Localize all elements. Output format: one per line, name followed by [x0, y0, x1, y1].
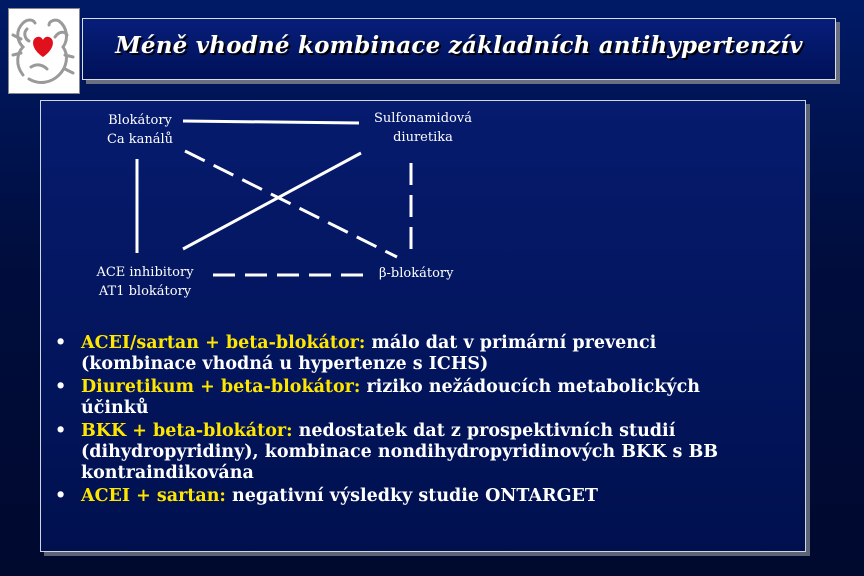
bullet-dot-icon: •: [55, 333, 67, 353]
node-diuretika-line-2: diuretika: [393, 130, 453, 145]
node-bkk: [85, 111, 195, 149]
bullet-dot-icon: •: [55, 486, 67, 506]
bullet-text: málo dat v primární prevenci: [365, 333, 657, 353]
logo: [8, 8, 80, 94]
bullet-dot-icon: •: [55, 421, 67, 441]
node-acei-line-1: ACE inhibitory: [96, 265, 194, 280]
bullet-dot-icon: •: [55, 377, 67, 397]
content-panel: [40, 100, 806, 552]
slide-title: Méně vhodné kombinace základních antihypertenzív: [115, 32, 803, 59]
bullet-text: (kombinace vhodná u hypertenze s ICHS): [81, 354, 489, 374]
bullet-highlight: ACEI/sartan + beta-blokátor:: [81, 333, 366, 353]
bullet-highlight: ACEI + sartan:: [81, 486, 226, 506]
node-acei: [85, 263, 205, 301]
bullet-text: (dihydropyridiny), kombinace nondihydropyridinových BKK s BB: [81, 442, 719, 462]
bullet-highlight: Diuretikum + beta-blokátor:: [81, 377, 361, 397]
edge-bkk-bb: [185, 151, 397, 257]
bullet-item: [53, 377, 793, 419]
bullet-text: účinků: [81, 398, 149, 418]
bullet-list: [53, 333, 793, 509]
bullet-text: riziko nežádoucích metabolických: [360, 377, 700, 397]
bullet-item: [53, 486, 793, 507]
edge-acei-diuretika: [183, 153, 361, 249]
node-bb: [379, 264, 479, 283]
bullet-text: nedostatek dat z prospektivních studií: [292, 421, 676, 441]
node-bb-line-1: β-blokátory: [379, 266, 454, 281]
bullet-text: negativní výsledky studie ONTARGET: [225, 486, 598, 506]
node-diuretika-line-1: Sulfonamidová: [374, 111, 472, 126]
node-diuretika: [361, 109, 485, 147]
node-bkk-line-1: Blokátory: [108, 113, 172, 128]
bullet-item: [53, 333, 793, 375]
node-acei-line-2: AT1 blokátory: [98, 284, 192, 299]
bullet-item: [53, 421, 793, 484]
bullet-highlight: BKK + beta-blokátor:: [81, 421, 293, 441]
title-box: [82, 18, 836, 80]
bullet-text: kontraindikována: [81, 463, 254, 483]
edge-bkk-diuretika: [183, 121, 359, 123]
node-bkk-line-2: Ca kanálů: [106, 132, 174, 147]
czech-lion-heart-logo-icon: [9, 9, 79, 93]
